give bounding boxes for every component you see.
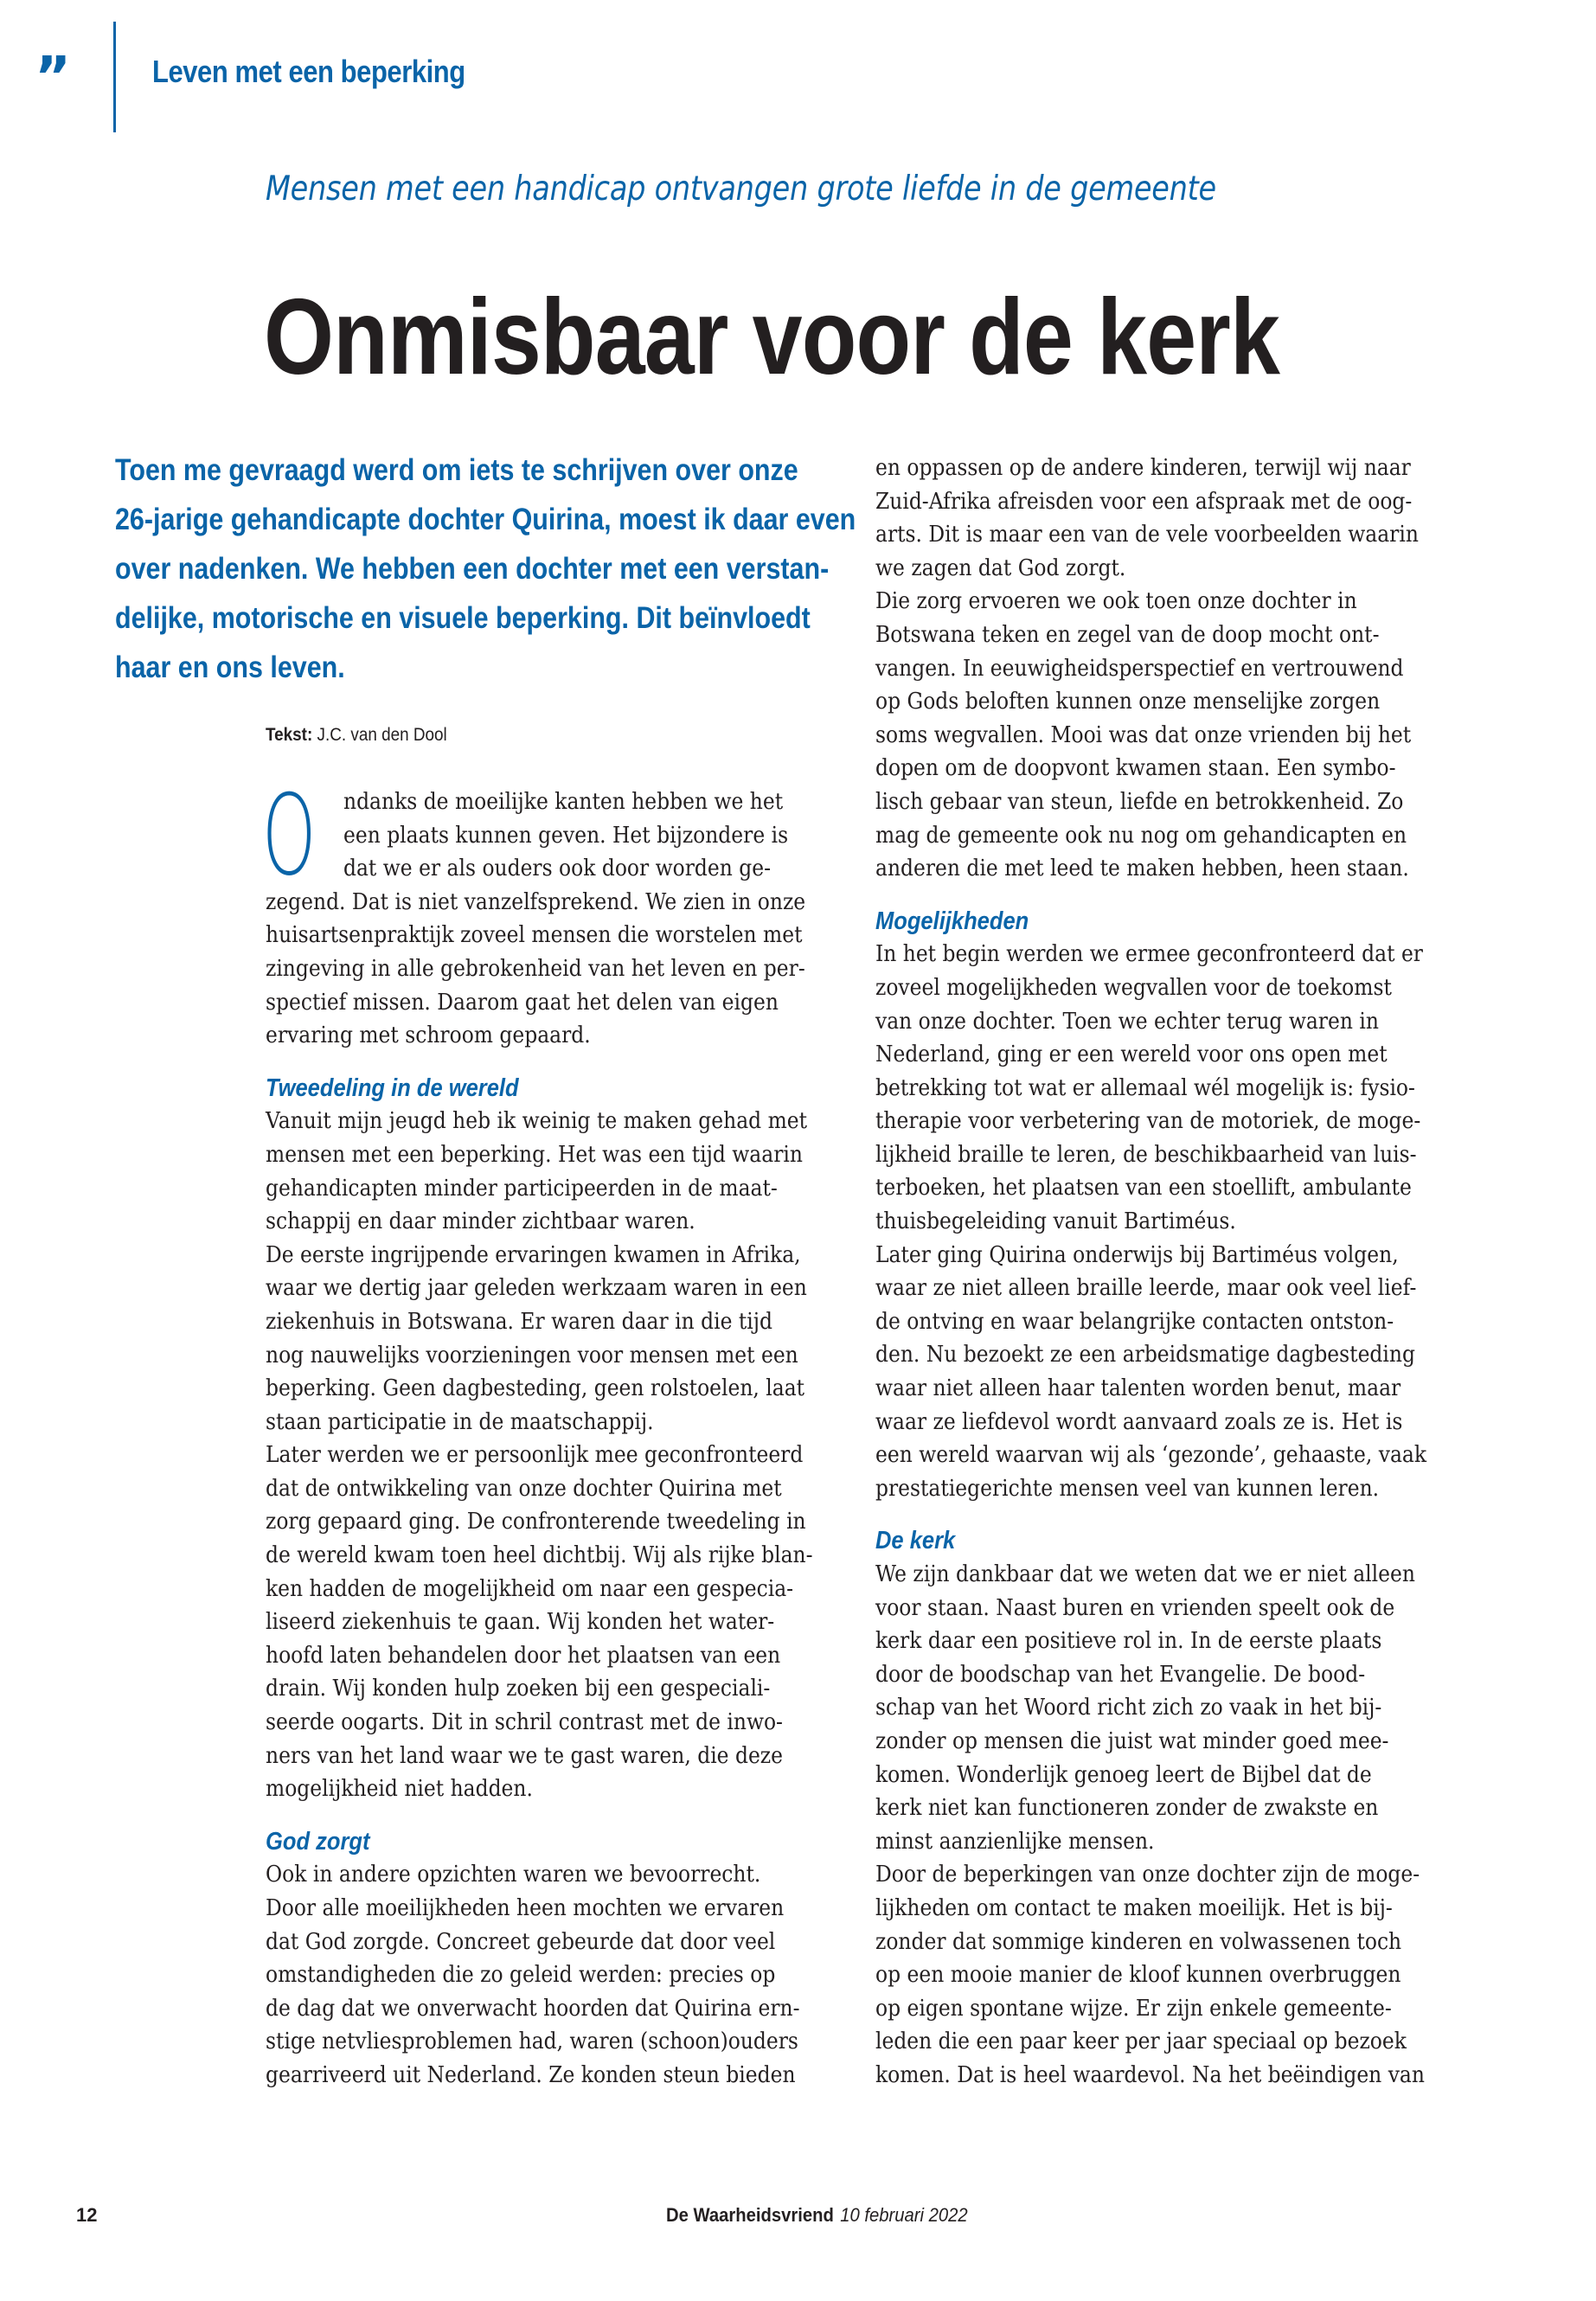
left-column bbox=[262, 772, 854, 2093]
text-line: mag de gemeente ook nu nog om gehandicapten en bbox=[875, 822, 1407, 849]
text-line: den. Nu bezoekt ze een arbeidsmatige dagbesteding bbox=[875, 1342, 1415, 1368]
text-line: Door de beperkingen van onze dochter zijn de moge- bbox=[875, 1862, 1420, 1888]
text-line: ziekenhuis in Botswana. Er waren daar in die tijd bbox=[266, 1308, 772, 1335]
text-line: voor staan. Naast buren en vrienden speelt ook de bbox=[875, 1594, 1395, 1621]
text-line: door de boodschap van het Evangelie. De bood- bbox=[875, 1661, 1366, 1688]
text-line: dat we er als ouders ook door worden ge- bbox=[343, 856, 772, 882]
text-line: kerk niet kan functioneren zonder de zwakste en bbox=[875, 1795, 1379, 1822]
text-line: lisch gebaar van steun, liefde en betrokkenheid. Zo bbox=[875, 788, 1404, 815]
text-line: De eerste ingrijpende ervaringen kwamen in Afrika, bbox=[266, 1241, 801, 1268]
text-line: waar niet alleen haar talenten worden benut, maar bbox=[875, 1375, 1401, 1402]
intro-line: over nadenken. We hebben een dochter met een verstan- bbox=[115, 552, 830, 586]
text-line: op Gods beloften kunnen onze menselijke zorgen bbox=[875, 689, 1381, 715]
byline-author: J.C. van den Dool bbox=[317, 725, 447, 745]
article-kicker: Mensen met een handicap ontvangen grote liefde in de gemeente bbox=[266, 170, 1216, 208]
publication-footer bbox=[666, 2204, 968, 2227]
text-line: hoofd laten behandelen door het plaatsen van een bbox=[266, 1642, 781, 1669]
text-line: minst aanzienlijke mensen. bbox=[875, 1828, 1155, 1855]
text-line: zonder op mensen die juist wat minder goed mee- bbox=[875, 1727, 1389, 1754]
text-line: huisartsenpraktijk zoveel mensen die worstelen met bbox=[266, 922, 803, 949]
text-line: beperking. Geen dagbesteding, geen rolstoelen, laat bbox=[266, 1375, 805, 1402]
intro-line: Toen me gevraagd werd om iets te schrijven over onze bbox=[115, 453, 798, 487]
text-line: Vanuit mijn jeugd heb ik weinig te maken gehad met bbox=[266, 1108, 808, 1135]
quote-mark-icon: ” bbox=[35, 46, 67, 110]
text-line: Door alle moeilijkheden heen mochten we ervaren bbox=[266, 1895, 785, 1921]
text-line: ervaring met schroom gepaard. bbox=[266, 1022, 591, 1049]
text-line: waar ze liefdevol wordt aanvaard zoals ze is. Het is bbox=[875, 1408, 1403, 1435]
header-divider bbox=[113, 22, 116, 132]
text-line: staan participatie in de maatschappij. bbox=[266, 1408, 654, 1435]
text-line: stige netvliesproblemen had, waren (schoon)ouders bbox=[266, 2029, 798, 2055]
text-line: thuisbegeleiding vanuit Bartiméus. bbox=[875, 1208, 1236, 1235]
text-line: lijkheid braille te leren, de beschikbaarheid van luis- bbox=[875, 1141, 1417, 1168]
text-line: zonder dat sommige kinderen en volwassenen toch bbox=[875, 1928, 1402, 1955]
right-column bbox=[875, 452, 1481, 2093]
text-line: en oppassen op de andere kinderen, terwijl wij naar bbox=[875, 455, 1411, 481]
text-line: spectief missen. Daarom gaat het delen van eigen bbox=[266, 989, 779, 1016]
text-line: ken hadden de mogelijkheid om naar een gespecia- bbox=[266, 1575, 794, 1602]
text-line: gehandicapten minder participeerden in de maat- bbox=[266, 1175, 778, 1202]
text-line: soms wegvallen. Mooi was dat onze vrienden bij het bbox=[875, 721, 1412, 748]
text-line: arts. Dit is maar een van de vele voorbeelden waarin bbox=[875, 522, 1419, 548]
text-line: dat de ontwikkeling van onze dochter Quirina met bbox=[266, 1475, 782, 1502]
text-line: schappij en daar minder zichtbaar waren. bbox=[266, 1208, 695, 1235]
text-line: waar ze niet alleen braille leerde, maar ook veel lief- bbox=[875, 1275, 1417, 1302]
page-number: 12 bbox=[76, 2204, 98, 2226]
text-line: van onze dochter. Toen we echter terug waren in bbox=[875, 1008, 1379, 1035]
text-line: terboeken, het plaatsen van een stoellift, ambulante bbox=[875, 1175, 1412, 1202]
text-line: schap van het Woord richt zich zo vaak in het bij- bbox=[875, 1695, 1382, 1721]
subheading-god-zorgt: God zorgt bbox=[266, 1827, 370, 1856]
publication-name: De Waarheidsvriend bbox=[666, 2204, 834, 2226]
text-line: dat God zorgde. Concreet gebeurde dat door veel bbox=[266, 1928, 776, 1955]
text-line: omstandigheden die zo geleid werden: precies op bbox=[266, 1962, 776, 1989]
paragraph-gap bbox=[266, 1053, 854, 1072]
text-line: anderen die met leed te maken hebben, heen staan. bbox=[875, 856, 1409, 882]
paragraph-gap bbox=[266, 1806, 854, 1825]
text-line: mensen met een beperking. Het was een tijd waarin bbox=[266, 1141, 803, 1168]
text-line: drain. Wij konden hulp zoeken bij een gespeciali- bbox=[266, 1676, 771, 1702]
text-line: nog nauwelijks voorzieningen voor mensen met een bbox=[266, 1342, 798, 1368]
section-label: Leven met een beperking bbox=[152, 54, 465, 89]
text-line: Botswana teken en zegel van de doop mocht ont- bbox=[875, 621, 1380, 648]
text-line: zegend. Dat is niet vanzelfsprekend. We zien in onze bbox=[266, 888, 806, 915]
text-line: seerde oogarts. Dit in schril contrast met de inwo- bbox=[266, 1709, 783, 1736]
text-line: gearriveerd uit Nederland. Ze konden steun bieden bbox=[266, 2061, 796, 2088]
text-line: Nederland, ging er een wereld voor ons open met bbox=[875, 1042, 1388, 1068]
text-line: waar we dertig jaar geleden werkzaam waren in een bbox=[266, 1275, 807, 1302]
text-line: kerk daar een positieve rol in. In de eerste plaats bbox=[875, 1628, 1382, 1655]
text-line: de dag dat we onverwacht hoorden dat Quirina ern- bbox=[266, 1995, 800, 2022]
text-line: Later werden we er persoonlijk mee geconfronteerd bbox=[266, 1442, 804, 1469]
text-line: komen. Dat is heel waardevol. Na het beëindigen van bbox=[875, 2061, 1425, 2088]
text-line: een wereld waarvan wij als ‘gezonde’, gehaaste, vaak bbox=[875, 1442, 1427, 1469]
text-line: op eigen spontane wijze. Er zijn enkele gemeente- bbox=[875, 1995, 1392, 2022]
text-line: we zagen dat God zorgt. bbox=[875, 554, 1126, 581]
opening-paragraph bbox=[262, 772, 854, 1053]
text-line: leden die een paar keer per jaar speciaal op bezoek bbox=[875, 2029, 1407, 2055]
text-line: op een mooie manier de kloof kunnen overbruggen bbox=[875, 1962, 1401, 1989]
text-line: de ontving en waar belangrijke contacten ontston- bbox=[875, 1308, 1394, 1335]
intro-line: haar en ons leven. bbox=[115, 651, 345, 684]
subheading-de-kerk: De kerk bbox=[875, 1527, 956, 1555]
text-line: zorg gepaard ging. De confronterende tweedeling in bbox=[266, 1509, 806, 1535]
text-line: betrekking tot wat er allemaal wél mogelijk is: fysio- bbox=[875, 1074, 1415, 1101]
subheading-tweedeling: Tweedeling in de wereld bbox=[266, 1074, 519, 1102]
paragraph-gap bbox=[875, 886, 1481, 905]
byline bbox=[266, 725, 447, 746]
drop-cap: O bbox=[262, 772, 317, 901]
text-line: een plaats kunnen geven. Het bijzondere is bbox=[343, 822, 789, 849]
text-line: In het begin werden we ermee geconfronteerd dat er bbox=[875, 941, 1423, 968]
article-title: Onmisbaar voor de kerk bbox=[264, 278, 1280, 397]
text-line: ners van het land waar we te gast waren, die deze bbox=[266, 1742, 783, 1769]
section-de-kerk-body bbox=[875, 1558, 1481, 2093]
subheading-mogelijkheden: Mogelijkheden bbox=[875, 907, 1029, 935]
article-intro bbox=[115, 445, 856, 692]
paragraph-gap bbox=[875, 1505, 1481, 1524]
section-tweedeling-body bbox=[266, 1105, 854, 1805]
text-line: We zijn dankbaar dat we weten dat we er niet alleen bbox=[875, 1561, 1415, 1587]
text-line: vangen. In eeuwigheidsperspectief en vertrouwend bbox=[875, 655, 1404, 682]
text-line: prestatiegerichte mensen veel van kunnen leren. bbox=[875, 1475, 1380, 1502]
section-god-zorgt-body bbox=[266, 1858, 854, 2092]
continued-paragraph bbox=[875, 452, 1481, 886]
text-line: Later ging Quirina onderwijs bij Bartiméus volgen, bbox=[875, 1241, 1399, 1268]
intro-line: delijke, motorische en visuele beperking. Dit beïnvloedt bbox=[115, 601, 811, 635]
text-line: Die zorg ervoeren we ook toen onze dochter in bbox=[875, 588, 1357, 615]
text-line: Zuid-Afrika afreisden voor een afspraak met de oog- bbox=[875, 488, 1413, 515]
text-line: komen. Wonderlijk genoeg leert de Bijbel dat de bbox=[875, 1761, 1372, 1788]
text-line: lijkheden om contact te maken moeilijk. Het is bij- bbox=[875, 1894, 1393, 1921]
text-line: mogelijkheid niet hadden. bbox=[266, 1776, 533, 1803]
publication-date: 10 februari 2022 bbox=[840, 2204, 968, 2226]
intro-line: 26-jarige gehandicapte dochter Quirina, moest ik daar even bbox=[115, 503, 856, 536]
text-line: Ook in andere opzichten waren we bevoorrecht. bbox=[266, 1862, 761, 1888]
text-line: dopen om de doopvont kwamen staan. Een symbo- bbox=[875, 755, 1396, 782]
text-line: liseerd ziekenhuis te gaan. Wij konden het water- bbox=[266, 1609, 775, 1636]
text-line: zoveel mogelijkheden wegvallen voor de toekomst bbox=[875, 974, 1392, 1001]
section-mogelijkheden-body bbox=[875, 938, 1481, 1505]
text-line: therapie voor verbetering van de motoriek, de moge- bbox=[875, 1108, 1421, 1135]
text-line: ndanks de moeilijke kanten hebben we het bbox=[343, 789, 784, 815]
text-line: zingeving in alle gebrokenheid van het leven en per- bbox=[266, 955, 805, 982]
byline-label: Tekst: bbox=[266, 725, 313, 745]
text-line: de wereld kwam toen heel dichtbij. Wij als rijke blan- bbox=[266, 1542, 813, 1569]
